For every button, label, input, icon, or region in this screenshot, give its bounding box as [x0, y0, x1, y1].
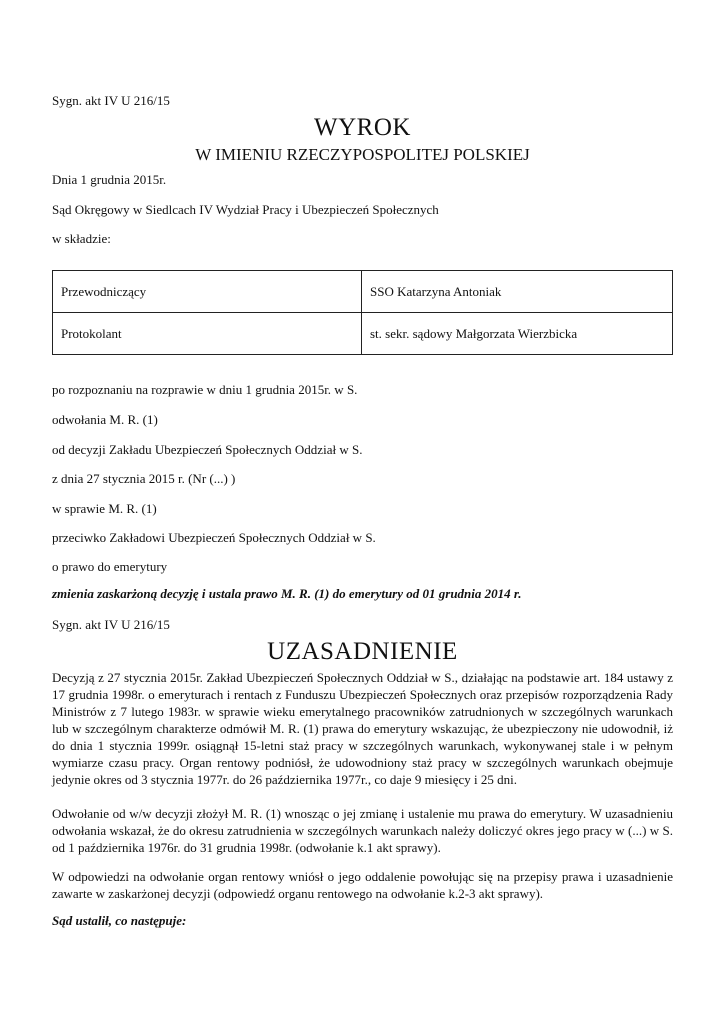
case-line: przeciwko Zakładowi Ubezpieczeń Społecznych Oddział w S. [52, 530, 376, 545]
case-line: z dnia 27 stycznia 2015 r. (Nr (...) ) [52, 471, 236, 486]
judgment-date: Dnia 1 grudnia 2015r. [52, 172, 167, 187]
case-line: o prawo do emerytury [52, 559, 168, 574]
case-line: po rozpoznaniu na rozprawie w dniu 1 grudnia 2015r. w S. [52, 382, 358, 397]
justification-paragraph: Odwołanie od w/w decyzji złożył M. R. (1) wnosząc o jej zmianę i ustalenie mu prawa do emerytury. W uzasadnieniu odwołania wskazał, że do okresu zatrudnienia w szczególnych warunkach należy doliczyć okres jego pracy w (...) w S. od 1 października 1976r. do 31 grudnia 1998r. (odwołanie k.1 akt sprawy). [52, 806, 673, 855]
table-row [53, 271, 673, 313]
justification-title: UZASADNIENIE [267, 638, 458, 665]
justification-paragraph: Decyzją z 27 stycznia 2015r. Zakład Ubezpieczeń Społecznych Oddział w S., działając na podstawie art. 184 ustawy z 17 grudnia 1998r. o emeryturach i rentach z Funduszu Ubezpieczeń Społecznych oraz przepisów rozporządzenia Rady Ministrów z 7 lutego 1983r. w sprawie wieku emerytalnego pracowników zatrudnionych w szczególnych warunkach lub w szczególnym charakterze odmówił M. R. (1) prawa do emerytury wskazując, że ubezpieczony nie udowodnił, iż do dnia 1 stycznia 1999r. osiągnął 15-letni staż pracy w szczególnych warunkach, wykonywanej stale i w pełnym wymiarze czasu pracy. Organ rentowy podniósł, że udowodniony staż pracy w szczególnych warunkach obejmuje jedynie okres od 3 stycznia 1977r. do 26 października 1977r., co daje 9 miesięcy i 25 dni. [52, 670, 673, 787]
table-cell-name: SSO Katarzyna Antoniak [362, 271, 673, 313]
table-cell-name: st. sekr. sądowy Małgorzata Wierzbicka [362, 313, 673, 355]
judgment-title: WYROK [314, 114, 411, 141]
case-line: od decyzji Zakładu Ubezpieczeń Społecznych Oddział w S. [52, 442, 363, 457]
case-line: odwołania M. R. (1) [52, 412, 158, 427]
case-line: w sprawie M. R. (1) [52, 501, 157, 516]
composition-table [52, 270, 673, 355]
table-cell-role: Przewodniczący [53, 271, 362, 313]
composition-intro: w składzie: [52, 231, 111, 246]
table-row [53, 313, 673, 355]
justification-paragraph: W odpowiedzi na odwołanie organ rentowy wniósł o jego oddalenie powołując się na przepisy prawa i uzasadnienie zawarte w zaskarżonej decyzji (odpowiedź organu rentowego na odwołanie k.2-3 akt sprawy). [52, 869, 673, 901]
ruling-text: zmienia zaskarżoną decyzję i ustala prawo M. R. (1) do emerytury od 01 grudnia 2014 r. [52, 586, 522, 601]
case-signature-bottom: Sygn. akt IV U 216/15 [52, 617, 170, 632]
table-cell-role: Protokolant [53, 313, 362, 355]
court-name: Sąd Okręgowy w Siedlcach IV Wydział Pracy i Ubezpieczeń Społecznych [52, 202, 439, 217]
case-signature-top: Sygn. akt IV U 216/15 [52, 93, 170, 108]
findings-heading: Sąd ustalił, co następuje: [52, 913, 187, 928]
judgment-subtitle: W IMIENIU RZECZYPOSPOLITEJ POLSKIEJ [195, 145, 530, 164]
